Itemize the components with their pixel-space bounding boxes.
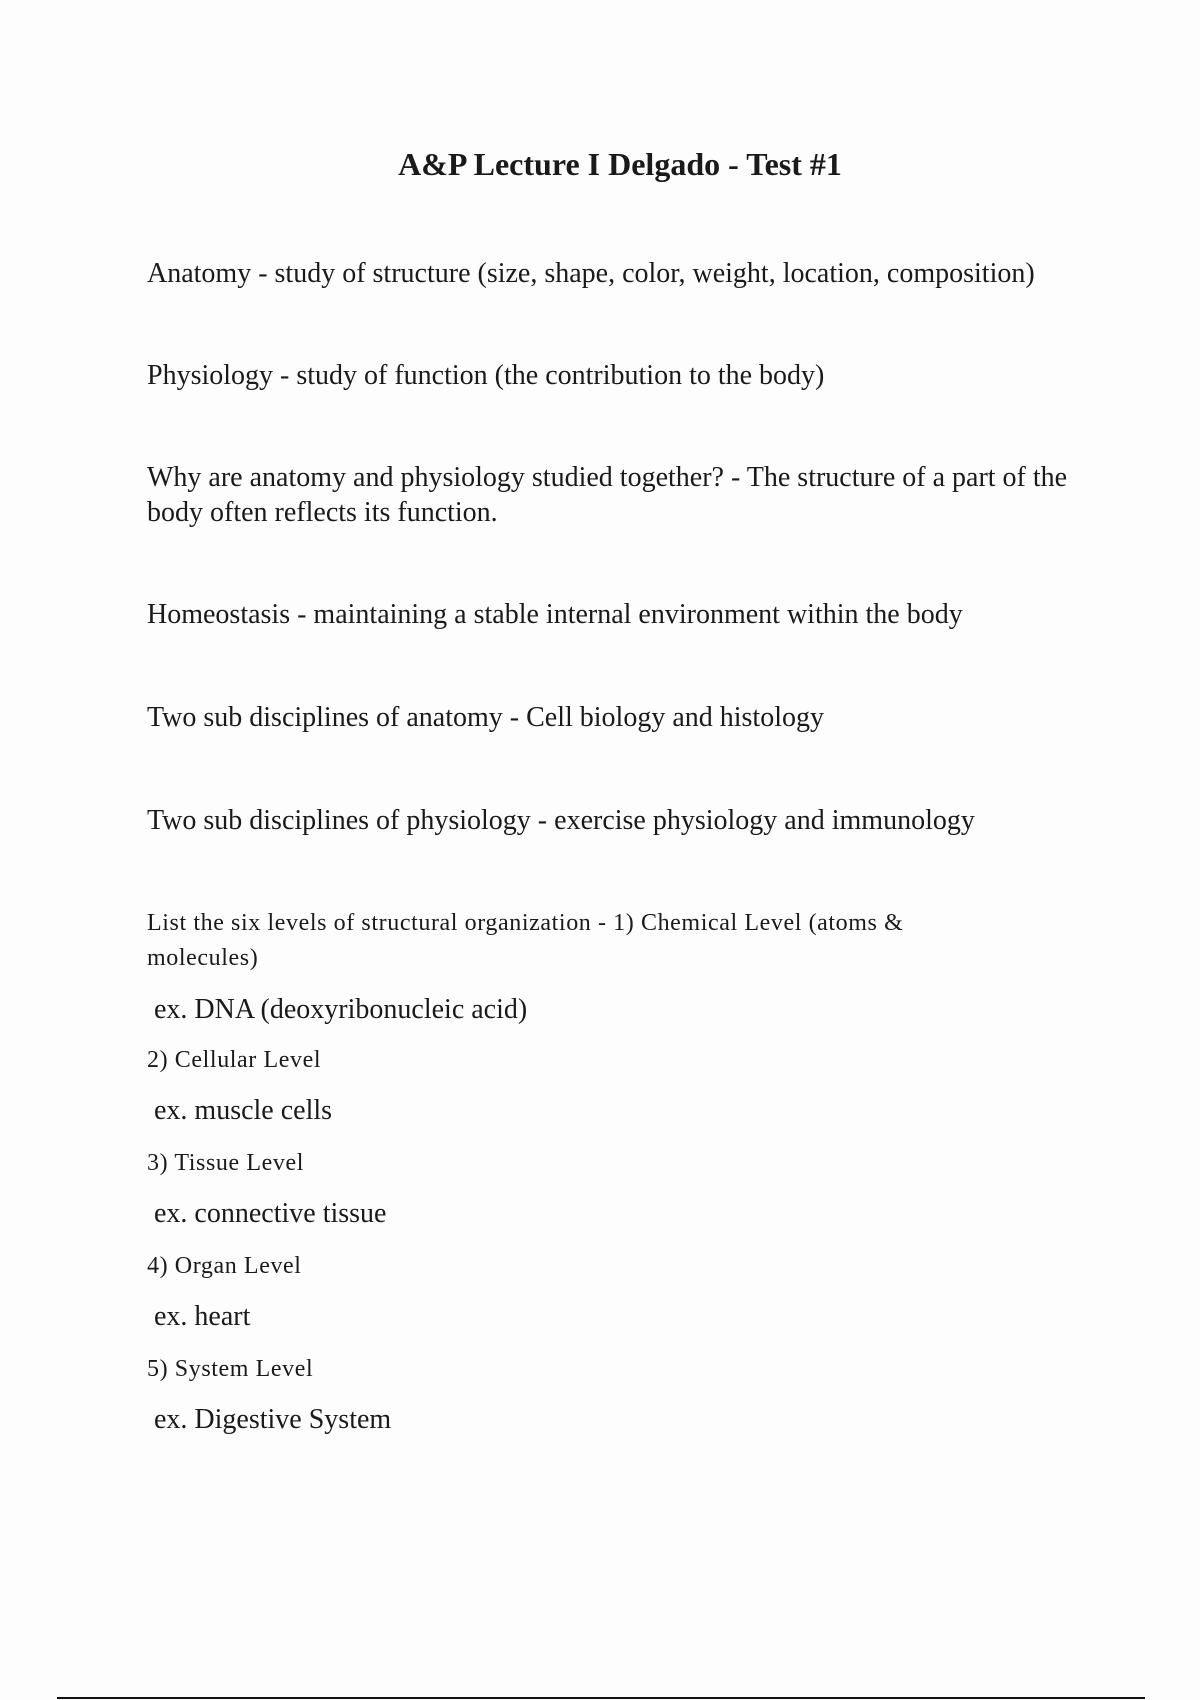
footer-rule — [57, 1697, 1145, 1699]
why-studied-together: Why are anatomy and physiology studied together? - The structure of a part of the body often reflects its function. — [147, 462, 1068, 528]
page-title: A&P Lecture I Delgado - Test #1 — [398, 146, 842, 182]
homeostasis-definition: Homeostasis - maintaining a stable internal environment within the body — [147, 599, 963, 630]
level-example: ex. heart — [154, 1301, 251, 1332]
level-example: ex. muscle cells — [154, 1095, 333, 1126]
level-example: ex. connective tissue — [154, 1198, 387, 1229]
anatomy-definition: Anatomy - study of structure (size, shape, color, weight, location, composition) — [147, 258, 1035, 289]
level-heading: 4) Organ Level — [147, 1253, 302, 1279]
level-heading: 5) System Level — [147, 1356, 314, 1382]
anatomy-subdisciplines: Two sub disciplines of anatomy - Cell biology and histology — [147, 702, 824, 733]
level-heading: 3) Tissue Level — [147, 1150, 305, 1176]
level-example: ex. Digestive System — [154, 1404, 392, 1435]
level-heading: 2) Cellular Level — [147, 1047, 322, 1073]
physiology-subdisciplines: Two sub disciplines of physiology - exercise physiology and immunology — [147, 805, 975, 836]
levels-intro: List the six levels of structural organization - 1) Chemical Level (atoms & molecules) — [147, 910, 904, 971]
physiology-definition: Physiology - study of function (the contribution to the body) — [147, 360, 825, 391]
level-example: ex. DNA (deoxyribonucleic acid) — [154, 994, 528, 1025]
